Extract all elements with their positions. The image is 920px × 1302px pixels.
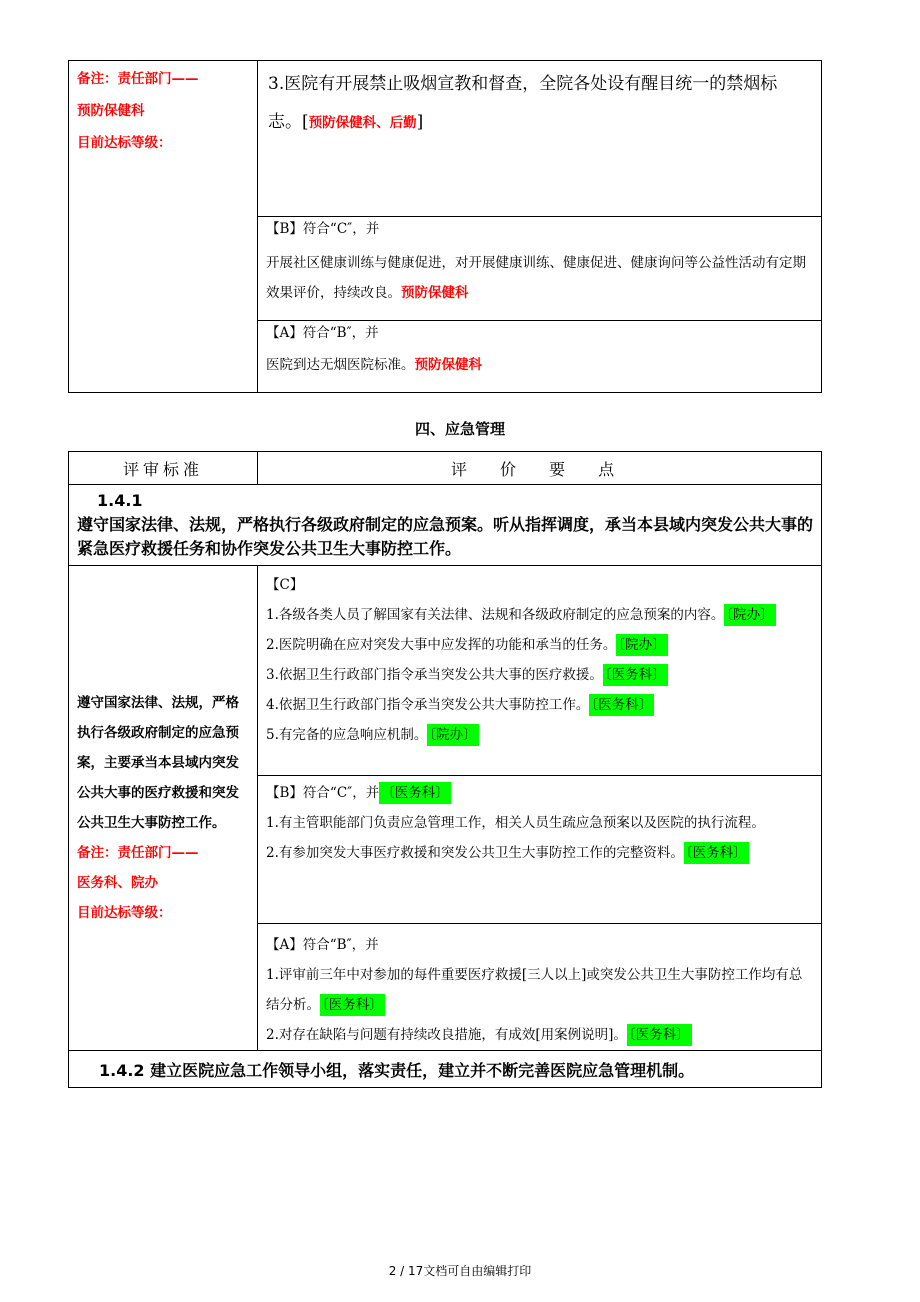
remark-dept: 预防保健科 — [77, 103, 145, 119]
a-tag: 预防保健科 — [414, 357, 482, 373]
a-item — [258, 960, 821, 1020]
a-text: 医院到达无烟医院标准。 — [266, 357, 415, 373]
a-item-dept-tag: 〔医务科〕 — [627, 1024, 692, 1046]
main-table — [68, 451, 822, 1088]
standard-text: 遵守国家法律、法规，严格执行各级政府制定的应急预案。听从指挥调度，承当本县域内突发公共大事的紧急医疗救援任务和协作突发公共卫生大事防控工作。 — [77, 515, 814, 558]
c-item — [258, 690, 821, 720]
a-level-head: 【A】符合“B″，并 — [266, 937, 379, 953]
c-item-text: 2.医院明确在应对突发大事中应发挥的功能和承当的任务。 — [266, 637, 617, 653]
item3-cell — [258, 61, 822, 217]
standard-title-cell — [69, 485, 822, 566]
c-item — [258, 600, 821, 630]
next-standard: 1.4.2 建立医院应急工作领导小组，落实责任，建立并不断完善医院应急管理机制。 — [69, 1051, 822, 1088]
item3-close: ] — [416, 112, 424, 132]
left-description-cell — [69, 566, 258, 1051]
b-item-dept-tag: 〔医务科〕 — [684, 842, 749, 864]
left-level-label: 目前达标等级： — [77, 905, 172, 921]
section-title: 四、应急管理 — [414, 420, 505, 438]
a-items-list — [258, 960, 821, 1050]
c-item-text: 1.各级各类人员了解国家有关法律、法规和各级政府制定的应急预案的内容。 — [266, 607, 725, 623]
b-item-text: 2.有参加突发大事医疗救援和突发公共卫生大事防控工作的完整资料。 — [266, 845, 684, 861]
b-item — [258, 838, 821, 868]
a-item-dept-tag: 〔医务科〕 — [320, 994, 385, 1016]
a-item — [258, 1020, 821, 1050]
b-item — [258, 808, 821, 838]
level-label: 目前达标等级： — [77, 135, 172, 151]
c-level-cell — [258, 566, 822, 776]
b-items-list — [258, 808, 821, 868]
header-right: 评 价 要 点 — [258, 452, 822, 485]
a-cell — [258, 321, 822, 393]
c-item-dept-tag: 〔院办〕 — [616, 634, 667, 656]
a-head: 【A】符合“B″，并 — [266, 325, 379, 341]
left-remark-label: 备注：责任部门—— — [77, 845, 199, 861]
top-table — [68, 60, 822, 393]
c-item — [258, 720, 821, 750]
standard-number: 1.4.1 — [97, 491, 143, 510]
c-item — [258, 660, 821, 690]
b-head: 【B】符合“C″，并 — [266, 221, 380, 237]
remark-label: 备注：责任部门—— — [77, 71, 199, 87]
b-level-cell — [258, 776, 822, 924]
b-tag: 预防保健科 — [401, 285, 469, 301]
left-remark-dept: 医务科、院办 — [77, 875, 158, 891]
b-text: 开展社区健康训练与健康促进，对开展健康训练、健康促进、健康询问等公益性活动有定期效果评价，持续改良。 — [266, 255, 806, 301]
c-item — [258, 630, 821, 660]
b-cell — [258, 217, 822, 321]
c-head: 【C】 — [266, 577, 304, 593]
a-item-text: 1.评审前三年中对参加的每件重要医疗救援[三人以上]或突发公共卫生大事防控工作均有总结分析。 — [266, 967, 803, 1013]
left-description: 遵守国家法律、法规，严格执行各级政府制定的应急预案，主要承当本县域内突发公共大事的医疗救援和突发公共卫生大事防控工作。 — [77, 695, 239, 831]
item3-text: 3.医院有开展禁止吸烟宣教和督查，全院各处设有醒目统一的禁烟标志。[ — [268, 74, 778, 132]
top-left-remark-cell — [69, 61, 258, 393]
a-level-cell — [258, 924, 822, 1051]
b-level-head: 【B】符合“C″，并 — [266, 785, 380, 801]
b-level-head-tag: 〔医务科〕 — [379, 782, 451, 804]
c-item-text: 3.依据卫生行政部门指令承当突发公共大事的医疗救援。 — [266, 667, 603, 683]
a-item-text: 2.对存在缺陷与问题有持续改良措施，有成效[用案例说明]。 — [266, 1027, 627, 1043]
b-item-text: 1.有主管职能部门负责应急管理工作，相关人员生疏应急预案以及医院的执行流程。 — [266, 815, 765, 831]
c-item-text: 5.有完备的应急响应机制。 — [266, 727, 428, 743]
c-items-list — [258, 600, 821, 750]
item3-tag: 预防保健科、后勤 — [308, 115, 417, 131]
c-item-dept-tag: 〔医务科〕 — [603, 664, 668, 686]
c-item-dept-tag: 〔医务科〕 — [589, 694, 654, 716]
c-item-text: 4.依据卫生行政部门指令承当突发公共大事防控工作。 — [266, 697, 590, 713]
c-item-dept-tag: 〔院办〕 — [427, 724, 478, 746]
header-left: 评审标准 — [69, 452, 258, 485]
c-item-dept-tag: 〔院办〕 — [724, 604, 775, 626]
page-footer: 2 / 17文档可自由编辑打印 — [388, 1264, 532, 1278]
